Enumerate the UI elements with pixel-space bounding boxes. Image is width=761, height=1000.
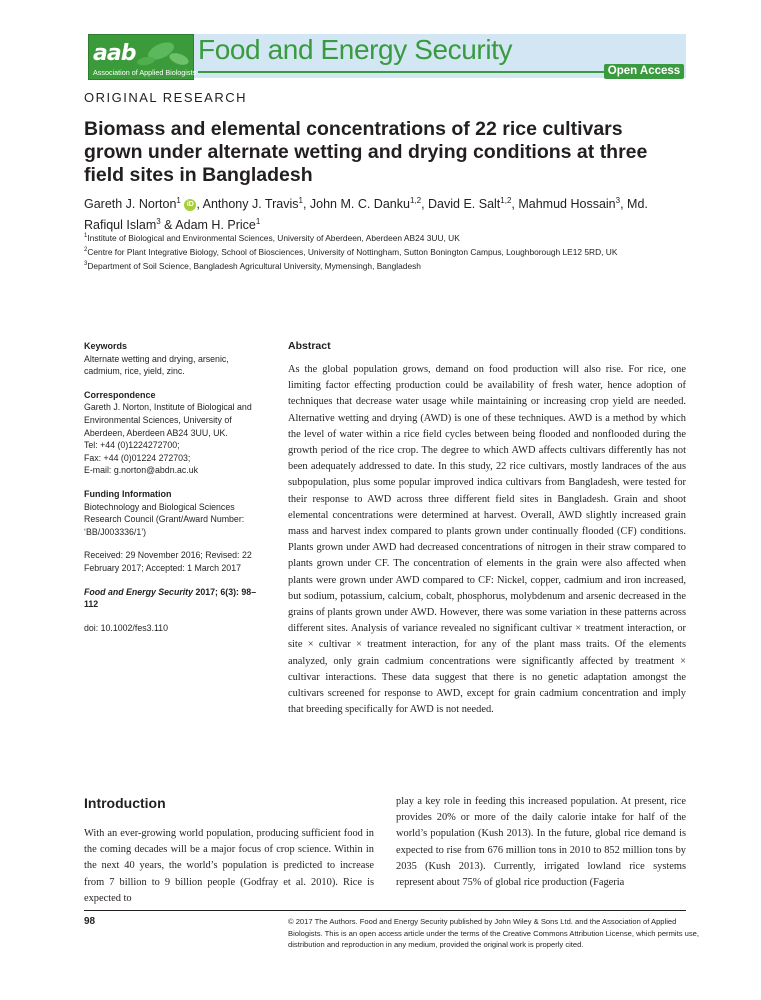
telephone: Tel: +44 (0)1224272700; [84,440,180,451]
page-number: 98 [84,916,96,927]
author-list: Gareth J. Norton$^1$ iD , Anthony J. Travis$^1$, John M. C. Danku$^{1,2}$, David E. Salt$^{1,2}$, Mahmud Hossain$^3$, Md. Rafiqul Islam$^3$ & Adam H. Price$^1$ [84,196,648,233]
author-name: Gareth J. Norton [84,197,177,212]
introduction-column-right [396,794,686,891]
author-affiliation-marker: 1 [298,196,303,205]
keywords-heading: Keywords [84,341,128,351]
citation-block [84,586,269,611]
logo-mark: aab [93,41,136,66]
fax: Fax: +44 (0)01224 272703; [84,452,191,463]
open-access-badge: Open Access [604,64,684,79]
keywords-text: Alternate wetting and drying, arsenic, cadmium, rice, yield, zinc. [84,353,229,377]
correspondence-heading: Correspondence [84,389,156,400]
affiliation-number: 1 [84,233,88,239]
introduction-text-right: play a key role in feeding this increased population. At present, rice provides 20% or more of the daily calorie intake for half of the world’s population (Kush 2013). In the future, global rice demand is expected to rise from 676 million tons in 2010 to 852 million tons by 2035 (Kush 2013). Currently, irrigated lowland rice systems represent about 75% of global rice production (Fageria [396,796,686,889]
doi-link[interactable]: doi: 10.1002/fes3.110 [84,622,168,633]
affiliation-item [84,258,704,272]
affiliation-item [84,244,704,258]
article-info-sidebar [84,340,269,645]
journal-title[interactable]: Food and Energy Security [198,34,513,65]
affiliation-text: Institute of Biological and Environmental Sciences, University of Aberdeen, Aberdeen AB24 3UU, UK [87,232,460,243]
article-title: Biomass and elemental concentrations of 22 rice cultivars grown under alternate wetting and drying conditions at three field sites in Bangladesh [84,118,648,186]
author-name: John M. C. Danku [309,197,410,212]
dates-block [84,549,269,574]
article-dates: Received: 29 November 2016; Revised: 22 February 2017; Accepted: 1 March 2017 [84,550,252,573]
affiliation-number: 2 [84,246,88,253]
affiliation-text: Department of Soil Science, Bangladesh Agricultural University, Mymensingh, Bangladesh [87,260,421,271]
author-name: Mahmud Hossain [518,197,616,212]
doi-block [84,622,269,635]
abstract-body [288,362,686,718]
author-affiliation-marker: 1,2 [500,196,512,205]
author-name: Md. Rafiqul Islam [84,197,648,233]
affiliation-text: Centre for Plant Integrative Biology, School of Biosciences, University of Nottingham, Sutton Bonington Campus, Loughborough LE12 5RD, UK [87,246,618,257]
section-label: ORIGINAL RESEARCH [84,90,247,105]
correspondence-text: Gareth J. Norton, Institute of Biological and Environmental Sciences, University of Aberdeen, Aberdeen AB24 3UU, UK. [84,402,252,438]
correspondence-block [84,389,269,477]
funding-heading: Funding Information [84,488,172,499]
funding-block [84,488,269,538]
author-affiliation-marker: 1,2 [409,196,422,205]
orcid-icon[interactable]: iD [184,199,196,211]
author-name: Adam H. Price [175,218,256,233]
affiliation-item [84,230,704,244]
abstract-text: As the global population grows, demand on food production will also rise. For rice, one limiting factor effecting production could be availability of fresh water, hence adoption of techniques that decrease water usage while maintaining or increasing crop yield are needed. Alternative wetting and drying (AWD) is one of these techniques. AWD is a method by which the level of water within a rice field cycles between being flooded and nonflooded during the growth period of the rice crop. The degree to which AWD affects cultivars differently has not been adequately addressed to date. In this study, 22 rice cultivars, mostly landraces of the aus subpopulation, plus some popular improved indica cultivars from Bangladesh, were tested for their response to AWD across three different field sites in Bangladesh. Grain and shoot elemental concentrations were determined at harvest. Overall, AWD slightly increased grain mass and harvest index compared to plants grown under continually flooded (CF) conditions. Plants grown under AWD had decreased concentrations of nitrogen in their straw compared to plants grown under CF. The concentration of elements in the grain were also affected when plants were grown under AWD compared to CF: Nickel, copper, cadmium and iron increased, but sodium, potassium, calcium, cobalt, phosphorus, molybdenum and arsenic decreased in the grains of plants grown under AWD. However, there was some variation in these patterns across different sites. Analysis of variance revealed no significant cultivar × treatment interaction, or site × cultivar × treatment interaction, for any of the plant mass traits. Of the elements analyzed, only grain cadmium concentrations were significantly affected by treatment × cultivar interactions. These data suggest that there is no genetic adaptation amongst the cultivars screened for response to AWD, except for grain cadmium concentration and imply that breeding specifically for AWD is not needed. [288,364,686,716]
author-name: Anthony J. Travis [202,197,299,212]
footer-rule [84,910,686,911]
affiliation-number: 3 [84,260,88,267]
logo-text: Association of Applied Biologists [93,68,197,77]
affiliation-list [84,230,704,271]
author-name: David E. Salt [428,197,501,212]
header-rule [198,71,612,73]
author-affiliation-marker: 1 [255,217,261,227]
abstract-heading: Abstract [288,340,331,352]
keywords-block [84,340,269,378]
citation-volume: 2017; 6(3): 98–112 [84,586,257,610]
citation-journal: Food and Energy Security [84,586,194,597]
author-affiliation-marker: 3 [156,217,161,227]
funding-text: Biotechnology and Biological Sciences Research Council (Grant/Award Number: ‘BB/J003336/1’) [84,501,245,537]
introduction-column-left [84,826,374,907]
email-link[interactable]: E-mail: g.norton@abdn.ac.uk [84,465,199,476]
citation [84,586,269,611]
introduction-text-left: With an ever-growing world population, producing sufficient food in the coming decades will be a major focus of crop science. Within in the next 40 years, the world’s population is predicted to increase from 7 billion to 9 billion people (Godfray et al. 2010). Rice is expected to [84,828,374,904]
license-notice: © 2017 The Authors. Food and Energy Security published by John Wiley & Sons Ltd. and the Association of Applied Biologists. This is an open access article under the terms of the Creative Commons Attribution License, which permits use, distribution and reproduction in any medium, provided the original work is properly cited. [288,917,699,949]
author-affiliation-marker: 1 [176,196,181,205]
author-affiliation-marker: 3 [615,196,621,205]
introduction-heading: Introduction [84,795,166,811]
aab-logo [88,34,197,80]
